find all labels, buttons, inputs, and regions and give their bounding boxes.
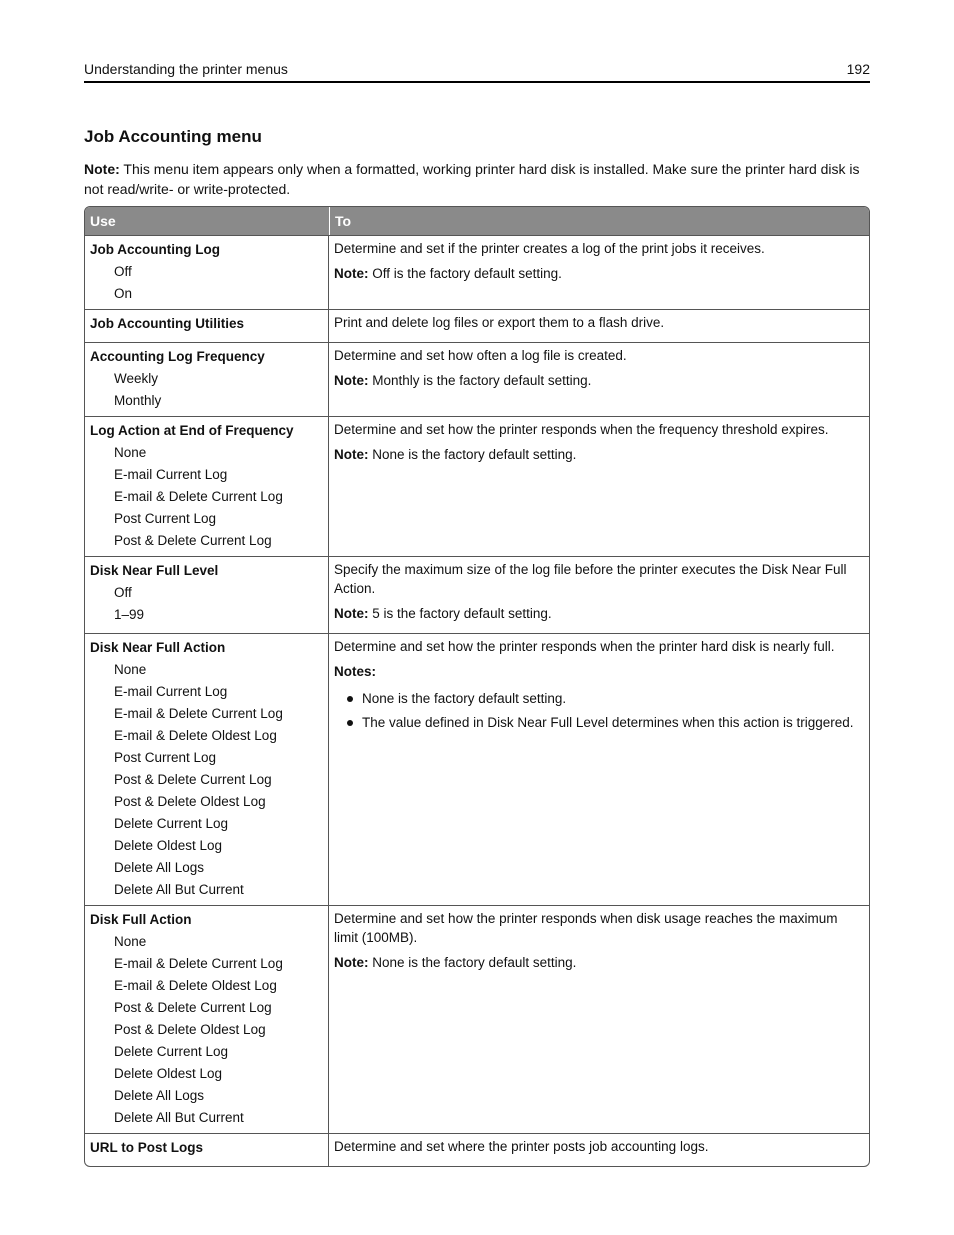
note-label: Note:: [334, 373, 369, 388]
to-cell: [329, 235, 869, 309]
notes-list: [334, 689, 864, 732]
menu-item-name: Job Accounting Log: [90, 242, 220, 257]
use-cell: [85, 342, 329, 416]
menu-option: E-mail & Delete Oldest Log: [114, 978, 277, 993]
menu-option: Post & Delete Current Log: [114, 1000, 272, 1015]
note-text: None is the factory default setting.: [368, 447, 577, 462]
item-description: Determine and set how the printer responds when disk usage reaches the maximum limit (100MB).: [334, 911, 838, 945]
table-row: [85, 416, 869, 556]
use-cell: [85, 309, 329, 342]
note-text: None is the factory default setting.: [368, 955, 577, 970]
section-title: Understanding the printer menus: [84, 61, 288, 77]
menu-option: E-mail & Delete Current Log: [114, 706, 283, 721]
menu-option: Monthly: [114, 393, 162, 408]
item-description: Determine and set how often a log file is created.: [334, 348, 627, 363]
notes-label: Notes:: [334, 664, 377, 679]
menu-option: Post & Delete Current Log: [114, 533, 272, 548]
menu-item-name: Job Accounting Utilities: [90, 316, 245, 331]
menu-option: On: [114, 286, 133, 301]
menu-option: Delete Current Log: [114, 1044, 229, 1059]
note-bullet: None is the factory default setting.: [334, 689, 864, 708]
menu-option: Weekly: [114, 371, 159, 386]
table-row: [85, 235, 869, 309]
table-row: [85, 556, 869, 633]
table-row: [85, 1133, 869, 1166]
menu-option: E-mail & Delete Oldest Log: [114, 728, 277, 743]
menu-option: Post & Delete Oldest Log: [114, 794, 266, 809]
menu-option: E-mail Current Log: [114, 467, 228, 482]
note-text: Off is the factory default setting.: [368, 266, 562, 281]
use-cell: [85, 416, 329, 556]
note-label: Note:: [334, 955, 369, 970]
column-header-to: To: [329, 207, 869, 235]
table-row: [85, 342, 869, 416]
to-cell: [329, 633, 869, 905]
menu-option: None: [114, 934, 147, 949]
menu-option: 1–99: [114, 607, 145, 622]
item-note: [334, 604, 864, 623]
to-cell: [329, 905, 869, 1133]
item-description: Print and delete log files or export them to a flash drive.: [334, 315, 665, 330]
menu-item-name: Disk Full Action: [90, 912, 192, 927]
menu-option: Delete All Logs: [114, 1088, 205, 1103]
to-cell: [329, 1133, 869, 1166]
note-label: Note:: [334, 447, 369, 462]
menu-option: Post & Delete Oldest Log: [114, 1022, 266, 1037]
item-note: [334, 371, 864, 390]
table-row: [85, 309, 869, 342]
intro-note-label: Note:: [84, 161, 120, 177]
job-accounting-table: [84, 206, 870, 1167]
use-cell: [85, 1133, 329, 1166]
to-cell: [329, 556, 869, 633]
menu-option: Delete All But Current: [114, 1110, 244, 1125]
menu-option: Post Current Log: [114, 750, 217, 765]
menu-option: Post Current Log: [114, 511, 217, 526]
note-label: Note:: [334, 606, 369, 621]
to-cell: [329, 416, 869, 556]
menu-item-name: Accounting Log Frequency: [90, 349, 265, 364]
table-body: [85, 235, 869, 1166]
menu-item-name: Disk Near Full Action: [90, 640, 226, 655]
column-header-use: Use: [85, 207, 329, 235]
menu-option: Off: [114, 264, 132, 279]
menu-option: Delete Oldest Log: [114, 838, 223, 853]
item-description: Specify the maximum size of the log file before the printer executes the Disk Near Full Action.: [334, 562, 847, 596]
note-text: Monthly is the factory default setting.: [368, 373, 592, 388]
item-note: [334, 445, 864, 464]
menu-option: Delete Oldest Log: [114, 1066, 223, 1081]
menu-option: None: [114, 445, 147, 460]
table-row: [85, 905, 869, 1133]
menu-item-name: Disk Near Full Level: [90, 563, 219, 578]
page-number: 192: [846, 61, 870, 77]
item-note: [334, 264, 864, 283]
page-header: [84, 60, 870, 83]
intro-note: [84, 159, 870, 199]
table-header-row: [85, 207, 869, 235]
item-description: Determine and set how the printer responds when the frequency threshold expires.: [334, 422, 829, 437]
menu-option: E-mail & Delete Current Log: [114, 489, 283, 504]
item-note: [334, 953, 864, 972]
item-description: Determine and set where the printer posts job accounting logs.: [334, 1139, 709, 1154]
menu-option: Delete Current Log: [114, 816, 229, 831]
menu-option: Off: [114, 585, 132, 600]
menu-option: E-mail Current Log: [114, 684, 228, 699]
use-cell: [85, 235, 329, 309]
use-cell: [85, 556, 329, 633]
note-text: 5 is the factory default setting.: [368, 606, 552, 621]
table-row: [85, 633, 869, 905]
note-bullet: The value defined in Disk Near Full Level determines when this action is triggered.: [334, 713, 864, 732]
menu-item-name: URL to Post Logs: [90, 1140, 203, 1155]
menu-option: E-mail & Delete Current Log: [114, 956, 283, 971]
item-description: Determine and set if the printer creates a log of the print jobs it receives.: [334, 241, 765, 256]
use-cell: [85, 633, 329, 905]
item-description: Determine and set how the printer responds when the printer hard disk is nearly full.: [334, 639, 835, 654]
page-title: Job Accounting menu: [84, 127, 262, 146]
note-label: Note:: [334, 266, 369, 281]
to-cell: [329, 342, 869, 416]
menu-option: Delete All Logs: [114, 860, 205, 875]
menu-item-name: Log Action at End of Frequency: [90, 423, 294, 438]
to-cell: [329, 309, 869, 342]
menu-option: Delete All But Current: [114, 882, 244, 897]
use-cell: [85, 905, 329, 1133]
intro-note-text: This menu item appears only when a formatted, working printer hard disk is installed. Make sure the printer hard disk is not read/write- or write-protected.: [84, 161, 860, 197]
menu-option: Post & Delete Current Log: [114, 772, 272, 787]
menu-option: None: [114, 662, 147, 677]
